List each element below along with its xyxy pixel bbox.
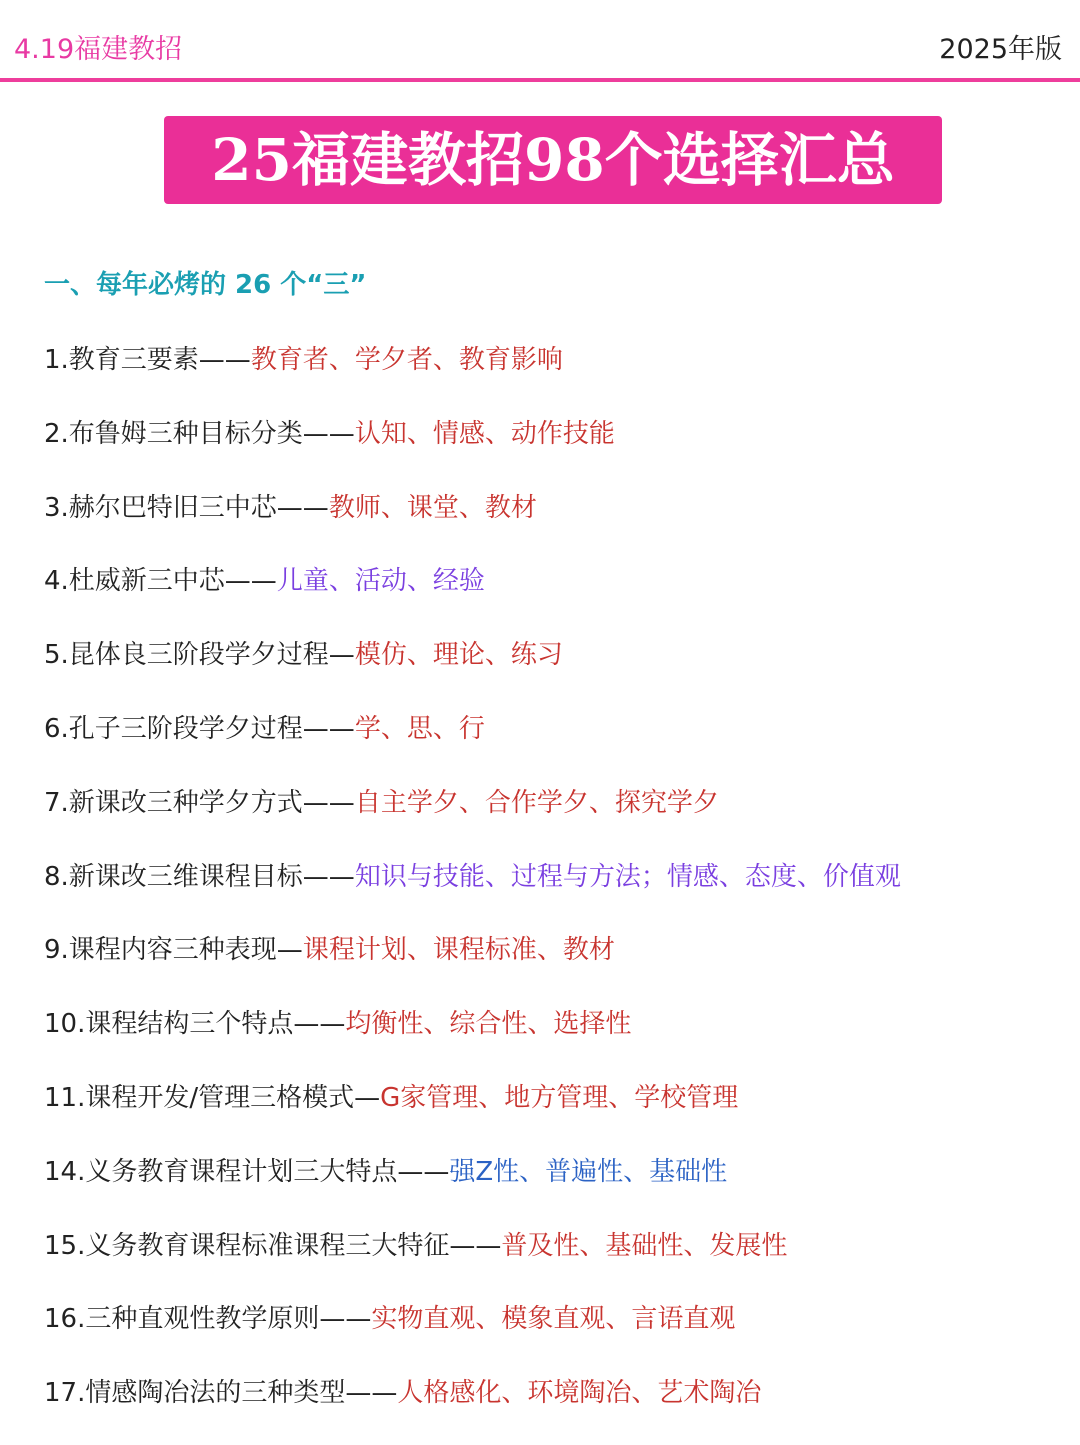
list-item [44, 1297, 1064, 1371]
item-answer: 自主学夕、合作学夕、探究学夕 [354, 787, 719, 818]
item-label: 11.课程开发/管理三格模式— [44, 1082, 381, 1113]
list-item [44, 412, 1064, 486]
item-answer: 课程计划、课程标准、教材 [302, 935, 615, 966]
item-answer: 强Z性、普遍性、基础性 [449, 1156, 728, 1187]
list-item [44, 1224, 1064, 1298]
list-item [44, 486, 1064, 560]
item-answer: 知识与技能、过程与方法；情感、态度、价值观 [354, 861, 901, 892]
item-answer: G家管理、地方管理、学校管理 [380, 1082, 739, 1113]
item-label: 6.孔子三阶段学夕过程—— [44, 713, 355, 744]
item-answer: 学、思、行 [354, 713, 485, 744]
header-divider [0, 78, 1080, 82]
item-label: 7.新课改三种学夕方式—— [44, 787, 355, 818]
item-label: 10.课程结构三个特点—— [44, 1009, 346, 1040]
item-label: 15.义务教育课程标准课程三大特征—— [44, 1230, 502, 1261]
item-answer: 教育者、学夕者、教育影响 [250, 345, 563, 375]
list-item [44, 338, 1064, 412]
item-label: 8.新课改三维课程目标—— [44, 861, 355, 892]
item-answer: 儿童、活动、经验 [276, 566, 485, 597]
list-item [44, 781, 1064, 855]
list-item [44, 855, 1064, 929]
list-item [44, 1150, 1064, 1224]
top-bar [0, 0, 1080, 80]
list-item [44, 1076, 1064, 1150]
item-label: 2.布鲁姆三种目标分类—— [44, 418, 355, 449]
page-title: 25福建教招98个选择汇总 [211, 126, 895, 194]
item-label: 4.杜威新三中芯—— [44, 566, 277, 597]
item-answer: 教师、课堂、教材 [328, 492, 537, 523]
item-answer: 实物直观、模象直观、言语直观 [371, 1304, 736, 1335]
item-list [44, 338, 1064, 1445]
title-banner [164, 116, 942, 204]
item-answer: 普及性、基础性、发展性 [501, 1230, 788, 1261]
section-heading: 一、每年必烤的 26 个“三” [44, 270, 367, 300]
item-label: 3.赫尔巴特旧三中芯—— [44, 492, 329, 523]
item-answer: 认知、情感、动作技能 [354, 418, 615, 449]
list-item [44, 633, 1064, 707]
list-item [44, 1002, 1064, 1076]
list-item [44, 1371, 1064, 1445]
item-answer: 模仿、理论、练习 [354, 640, 563, 671]
header-right-text: 2025年版 [939, 34, 1062, 65]
item-label: 5.昆体良三阶段学夕过程— [44, 640, 355, 671]
item-label: 14.义务教育课程计划三大特点—— [44, 1156, 450, 1187]
list-item [44, 928, 1064, 1002]
item-label: 9.课程内容三种表现— [44, 935, 303, 966]
list-item [44, 707, 1064, 781]
item-label: 1.教育三要素—— [44, 345, 251, 375]
item-answer: 均衡性、综合性、选择性 [345, 1009, 632, 1040]
item-label: 17.情感陶冶法的三种类型—— [44, 1378, 398, 1409]
item-answer: 人格感化、环境陶冶、艺术陶冶 [397, 1378, 762, 1409]
list-item [44, 559, 1064, 633]
header-left-text: 4.19福建教招 [14, 34, 183, 65]
item-label: 16.三种直观性教学原则—— [44, 1304, 372, 1335]
